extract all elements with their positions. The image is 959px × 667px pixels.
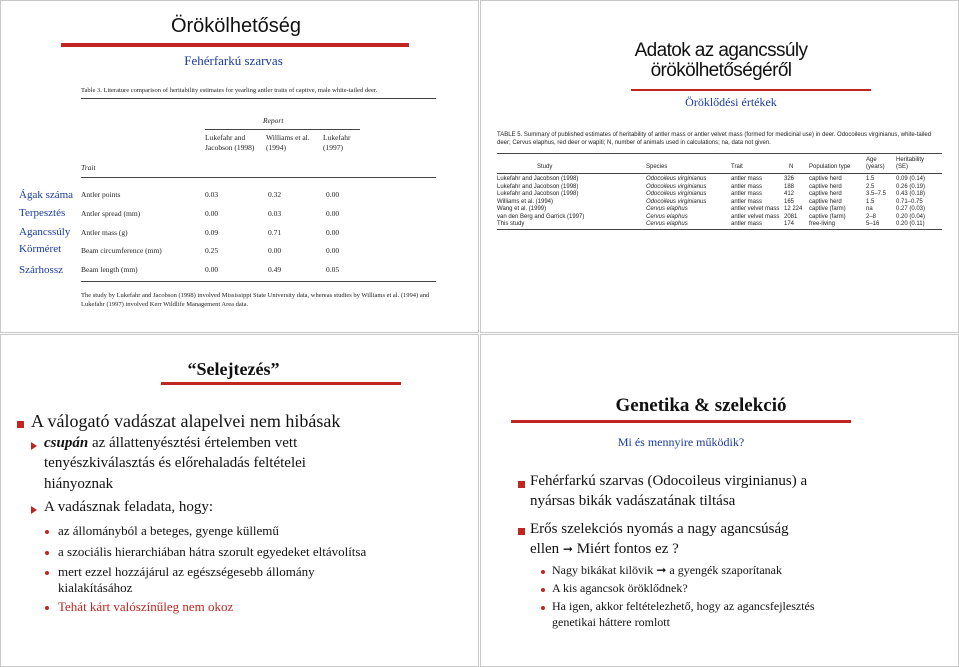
col-header-2: Williams et al. (1994) (266, 133, 310, 152)
triangle-bullet-icon (31, 442, 37, 450)
table-cell: antler mass (731, 191, 763, 197)
side-label: Agancssúly (19, 226, 71, 238)
slide-title: Örökölhetőség (170, 15, 302, 37)
col-header: Species (646, 164, 668, 170)
report-header: Report (263, 116, 284, 125)
sub-point: A vadásznak feladata, hogy: (44, 499, 214, 515)
table-cell: captive (farm) (809, 206, 846, 212)
value-cell: 0.71 (268, 228, 282, 237)
title-underline (511, 420, 851, 423)
table-cell: antler mass (731, 198, 763, 205)
value-cell: 0.49 (268, 265, 282, 274)
dot-bullet-icon (541, 570, 545, 574)
dot-bullet-icon (45, 606, 49, 610)
title-underline (161, 382, 401, 385)
square-bullet-icon (17, 421, 24, 428)
dot-bullet-icon (45, 571, 49, 575)
right-arrow-icon: ➞ (656, 563, 667, 577)
value-cell: 0.03 (205, 190, 219, 199)
table-cell: captive herd (809, 198, 842, 205)
table-cell: Lukefahr and Jacobson (1998) (497, 191, 579, 197)
table-cell: captive herd (809, 191, 842, 197)
table-cell: 3.5–7.5 (866, 191, 887, 197)
value-cell: 0.00 (205, 265, 219, 274)
value-cell: 0.00 (268, 246, 282, 255)
title-underline (631, 89, 871, 91)
bullet-item: Ha igen, akkor feltételezhető, hogy az agancsfejlesztés (552, 599, 815, 613)
table-cell: 0.27 (0.03) (896, 206, 926, 212)
trait-cell: Antler spread (mm) (81, 209, 141, 218)
table-cell: 174 (784, 221, 795, 227)
value-cell: 0.09 (205, 228, 219, 237)
side-label: Ágak száma (19, 189, 74, 201)
table-cell: 2.5 (866, 183, 875, 190)
table-cell: 326 (784, 176, 795, 182)
slide-culling (0, 334, 479, 667)
table-cell: This study (497, 221, 525, 227)
bullet-item: az állományból a beteges, gyenge küllemű (58, 523, 279, 538)
table-cell: 0.26 (0.19) (896, 183, 926, 190)
emphasis-text: csupán (44, 435, 89, 451)
bullet-text: a gyengék szaporítanak (666, 563, 783, 577)
dot-bullet-icon (45, 551, 49, 555)
side-label: Terpesztés (19, 207, 66, 219)
table-rule (497, 229, 942, 230)
table-cell: 0.43 (0.18) (896, 191, 926, 197)
col-header: Study (537, 164, 553, 170)
table-cell: Odocoileus virginianus (646, 176, 707, 182)
table-cell: Cervus elaphus (646, 213, 688, 220)
table-cell: 0.09 (0.14) (896, 176, 926, 182)
dot-bullet-icon (541, 606, 545, 610)
table-rule (497, 173, 942, 174)
conclusion-item: Tehát kárt valószínűleg nem okoz (58, 599, 234, 614)
slide-genetics-selection (480, 334, 959, 667)
slide-title: “Selejtezés” (187, 359, 280, 379)
table-cell: antler mass (731, 221, 763, 227)
table-cell: antler mass (731, 176, 763, 182)
main-point: Fehérfarkú szarvas (Odocoileus virginianus) a (530, 473, 808, 489)
square-bullet-icon (518, 481, 525, 488)
dot-bullet-icon (541, 588, 545, 592)
table-footnote: The study by Lukefahr and Jacobson (1998) involved Mississippi State University data, whereas studies by Williams et al. (1994) and Lukefahr (1997) involved Kerr Wildlife Management Area data. (81, 292, 430, 308)
col-header: Trait (731, 164, 743, 170)
trait-cell: Beam length (mm) (81, 265, 138, 274)
table-cell: Odocoileus virginianus (646, 198, 707, 205)
bullet-item: a szociális hierarchiában hátra szorult egyedeket eltávolítsa (58, 544, 367, 559)
slide-subtitle: Fehérfarkú szarvas (184, 53, 283, 68)
table-rule (81, 98, 436, 99)
side-label: Szárhossz (19, 264, 63, 276)
table-cell: Lukefahr and Jacobson (1998) (497, 183, 579, 190)
sub-point-line: hiányoznak (44, 476, 114, 492)
bullet-item: A kis agancsok öröklődnek? (552, 581, 688, 595)
main-point-text: ellen (530, 541, 563, 557)
table-cell: Cervus elaphus (646, 221, 688, 227)
col-header-1: Lukefahr and Jacobson (1998) (205, 133, 255, 152)
trait-cell: Beam circumference (mm) (81, 246, 162, 255)
triangle-bullet-icon (31, 506, 37, 514)
value-cell: 0.05 (326, 265, 340, 274)
side-label: Körméret (19, 243, 62, 255)
square-bullet-icon (518, 528, 525, 535)
slide-antler-mass-data (480, 0, 959, 333)
main-point: A válogató vadászat alapelvei nem hibásak (31, 411, 341, 431)
bullet-item-line: kialakításához (58, 580, 133, 595)
table-cell: Odocoileus virginianus (646, 183, 707, 190)
table-rule (81, 281, 436, 282)
value-cell: 0.25 (205, 246, 219, 255)
table-cell: 2–8 (866, 213, 877, 220)
table-cell: 12 224 (784, 206, 803, 212)
value-cell: 0.32 (268, 190, 282, 199)
sub-point-text: az állattenyésztési értelemben vett (88, 435, 298, 451)
main-point: Erős szelekciós nyomás a nagy agancsúság (530, 521, 789, 537)
col-header: N (789, 164, 794, 170)
bullet-text: Nagy bikákat kilövik (552, 563, 657, 577)
table-cell: van den Berg and Garrick (1997) (497, 213, 585, 220)
table-cell: antler mass (731, 183, 763, 190)
main-point-line (530, 541, 679, 558)
table-cell: 1.5 (866, 198, 875, 205)
slide-title: Adatok az agancssúly örökölhetőségéről (634, 40, 808, 81)
value-cell: 0.00 (326, 228, 340, 237)
dot-bullet-icon (45, 530, 49, 534)
table-cell: Lukefahr and Jacobson (1998) (497, 176, 579, 182)
main-point-line: nyársas bikák vadászatának tiltása (530, 493, 736, 509)
table-cell: na (866, 206, 873, 212)
trait-header: Trait (81, 163, 96, 172)
table-rule (81, 177, 436, 178)
table-cell: Cervus elaphus (646, 206, 688, 212)
slide-subtitle: Mi és mennyire működik? (617, 435, 745, 449)
sub-point-line: tenyészkiválasztás és előrehaladás feltételei (44, 455, 306, 471)
table-caption: TABLE 5. Summary of published estimates of heritability of antler mass or antler velvet mass (formed for medicinal use) in deer. Odocoileus virginianus, white-tailed deer; Cervus elaphus, red deer or wapiti; N, number of animals used in calculations; na, data not given. (497, 132, 932, 146)
value-cell: 0.00 (326, 209, 340, 218)
title-underline (61, 43, 409, 47)
table-cell: captive (farm) (809, 213, 846, 220)
value-cell: 0.00 (205, 209, 219, 218)
col-header-3: Lukefahr (1997) (323, 133, 351, 152)
table-cell: captive herd (809, 183, 842, 190)
right-arrow-icon: ➞ (562, 542, 573, 556)
value-cell: 0.03 (268, 209, 282, 218)
table-caption: Table 3. Literature comparison of heritability estimates for yearling antler traits of captive, male white-tailed deer. (81, 87, 378, 94)
table-cell: 188 (784, 183, 795, 190)
table-cell: Williams et al. (1994) (497, 198, 554, 205)
col-header: Population type (809, 164, 851, 170)
trait-cell: Antler mass (g) (81, 228, 128, 237)
table-cell: 1.5 (866, 176, 875, 182)
table-cell: 412 (784, 191, 795, 197)
col-header: Age (years) (866, 157, 885, 170)
main-point-text: Miért fontos ez ? (572, 541, 679, 557)
slide-title-text: Selejtezés (196, 359, 271, 379)
table-cell: 0.71–0.75 (896, 198, 923, 205)
sub-point (44, 435, 297, 452)
table-cell: Wang et al. (1999) (497, 206, 547, 212)
bullet-item-line: genetikai háttere romlott (552, 615, 670, 629)
table-cell: free-living (809, 221, 836, 227)
table-cell: 0.20 (0.11) (896, 221, 925, 227)
table-cell: 2081 (784, 213, 798, 220)
table-cell: Odocoileus virginianus (646, 191, 707, 197)
table-cell: 0.20 (0.04) (896, 213, 926, 220)
table-cell: captive herd (809, 176, 842, 182)
bullet-item (552, 563, 782, 578)
trait-cell: Antler points (81, 190, 121, 199)
value-cell: 0.00 (326, 190, 340, 199)
table-rule (497, 153, 942, 154)
slide-subtitle: Öröklődési értékek (685, 95, 777, 109)
slide-heritability (0, 0, 479, 333)
col-header: Heritability (SE) (896, 157, 925, 170)
slide-title: Genetika & szelekció (615, 395, 787, 416)
bullet-item: mert ezzel hozzájárul az egészségesebb állomány (58, 564, 315, 579)
table-cell: 165 (784, 198, 795, 205)
table-rule (205, 129, 360, 130)
table-cell: 5–16 (866, 221, 880, 227)
table-cell: antler velvet mass (731, 213, 780, 220)
table-cell: antler velvet mass (731, 206, 780, 212)
value-cell: 0.00 (326, 246, 340, 255)
